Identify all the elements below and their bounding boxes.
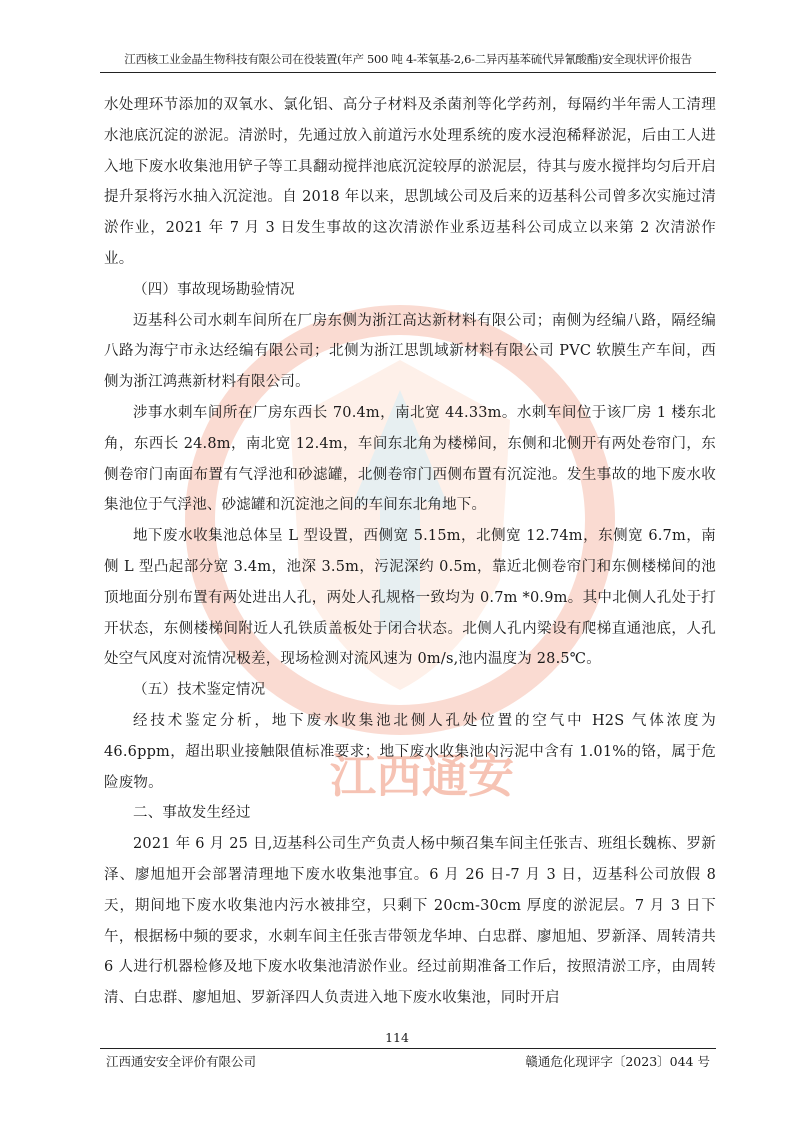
paragraph-3: 涉事水刺车间所在厂房东西长 70.4m，南北宽 44.33m。水刺车间位于该厂房 1 楼东北角，东西长 24.8m，南北宽 12.4m，车间东北角为楼梯间，东侧和北侧开有两处卷帘门，东侧卷帘门南面布置有气浮池和砂滤罐，北侧卷帘门西侧布置有沉淀池。发生事故的地下废水收集池位于气浮池、砂滤罐和沉淀池之间的车间东北角地下。	[104, 404, 716, 514]
page-number: 114	[385, 1030, 409, 1045]
header-title: 江西核工业金晶生物科技有限公司在役装置(年产 500 吨 4-苯氧基-2,6-二异丙基苯硫代异氰酸酯)安全现状评价报告	[124, 52, 692, 66]
footer-divider	[100, 1048, 716, 1049]
document-body	[104, 90, 716, 1014]
paragraph-0: 水处理环节添加的双氧水、氯化铝、高分子材料及杀菌剂等化学药剂，每隔约半年需人工清理水池底沉淀的淤泥。清淤时，先通过放入前道污水处理系统的废水浸泡稀释淤泥，后由工人进入地下废水收集池用铲子等工具翻动搅拌池底沉淀较厚的淤泥层，待其与废水搅拌均匀后开启提升泵将污水抽入沉淀池。自 2018 年以来，思凯域公司及后来的迈基科公司曾多次实施过清淤作业，2021 年 7 月 3 日发生事故的这次清淤作业系迈基科公司成立以来第 2 次清淤作业。	[104, 97, 716, 267]
paragraph-2: 迈基科公司水刺车间所在厂房东侧为浙江高达新材料有限公司；南侧为经编八路，隔经编八路为海宁市永达经编有限公司；北侧为浙江思凯域新材料有限公司 PVC 软膜生产车间，西侧为浙江鸿燕新材料有限公司。	[104, 312, 716, 391]
section-heading-5: （五）技术鉴定情况	[133, 682, 266, 699]
footer-company: 江西通安安全评价有限公司	[106, 1054, 257, 1069]
paragraph-6: 经技术鉴定分析，地下废水收集池北侧人孔处位置的空气中 H2S 气体浓度为 46.6ppm，超出职业接触限值标准要求；地下废水收集池内污泥中含有 1.01%的铬，属于危险废物。	[104, 712, 716, 791]
paragraph-4: 地下废水收集池总体呈 L 型设置，西侧宽 5.15m，北侧宽 12.74m，东侧宽 6.7m，南侧 L 型凸起部分宽 3.4m，池深 3.5m，污泥深约 0.5m，靠近北侧卷帘门和东侧楼梯间的池顶地面分别布置有两处进出人孔，两处人孔规格一致均为 0.7m *0.9m。其中北侧人孔处于打开状态，东侧楼梯间附近人孔铁质盖板处于闭合状态。北侧人孔内梁设有爬梯直通池底，人孔处空气风度对流情况极差，现场检测对流风速为 0m/s,池内温度为 28.5℃。	[104, 528, 716, 668]
footer-doc-code: 赣通危化现评字〔2023〕044 号	[525, 1054, 710, 1069]
section-heading-4: （四）事故现场勘验情况	[133, 281, 295, 298]
section-heading-2: 二、事故发生经过	[133, 805, 251, 822]
paragraph-8: 2021 年 6 月 25 日,迈基科公司生产负责人杨中频召集车间主任张吉、班组长魏栋、罗新泽、廖旭旭开会部署清理地下废水收集池事宜。6 月 26 日-7 月 3 日，迈基科公司放假 8 天，期间地下废水收集池内污水被排空，只剩下 20cm-30cm 厚度的淤泥层。7 月 3 日下午，根据杨中频的要求，水刺车间主任张吉带领龙华坤、白忠群、廖旭旭、罗新泽、周转清共 6 人进行机器检修及地下废水收集池清淤作业。经过前期准备工作后，按照清淤工序，由周转清、白忠群、廖旭旭、罗新泽四人负责进入地下废水收集池，同时开启	[104, 836, 716, 1007]
watermark-short-text: 江西通安	[330, 749, 514, 803]
page-header	[100, 46, 716, 73]
